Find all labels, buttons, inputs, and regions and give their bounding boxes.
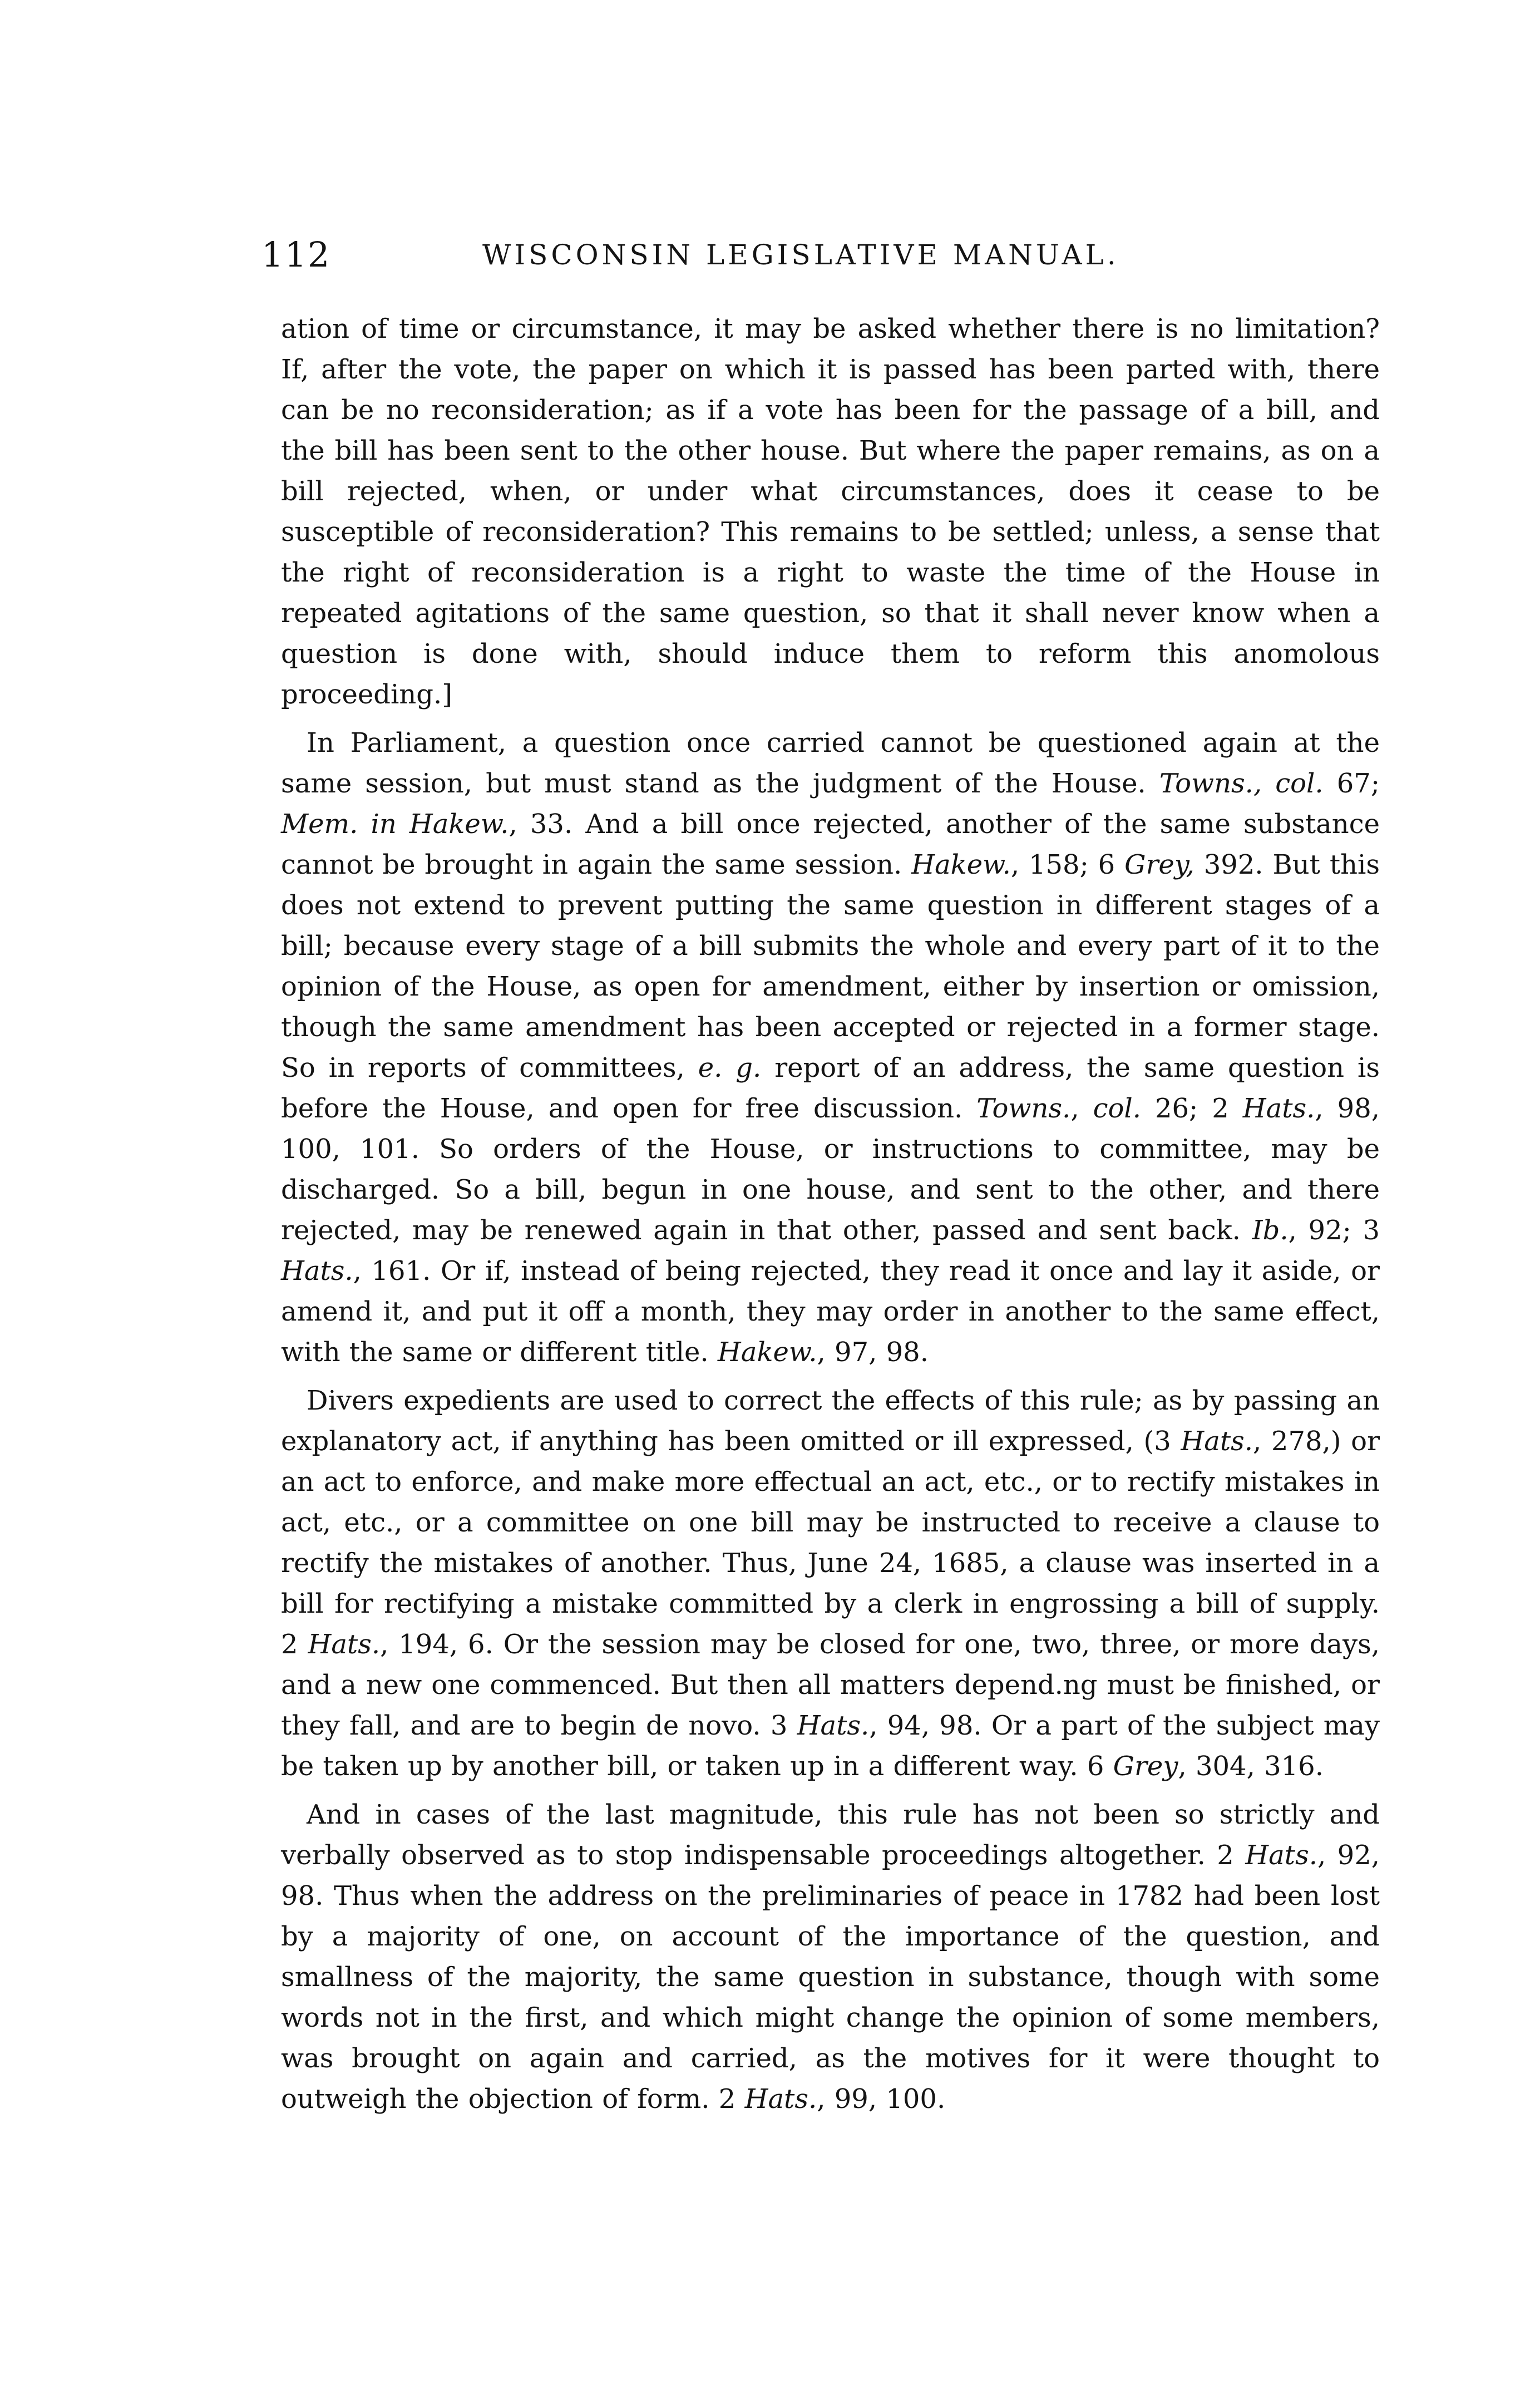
- citation: Hats.: [744, 2083, 817, 2115]
- citation: col.: [1093, 1093, 1141, 1124]
- page-header: [261, 221, 1179, 288]
- body-text: [281, 309, 1380, 2127]
- citation: Hakew.: [911, 849, 1011, 880]
- paragraph-last-magnitude: [281, 1795, 1380, 2120]
- text-run: , 194, 6. Or the session may be closed for one, two, three, or more days, and a new one commenced. But then all matters depend.ng must be finished, or they fall, and are to begin de novo. 3: [281, 1629, 1380, 1741]
- text-run: 26; 2: [1141, 1093, 1243, 1124]
- text-run: , 92, 98. Thus when the address on the preliminaries of peace in 1782 had been lost by a majority of one, on account of the importance of the question, and smallness of the majority, the same question in substance, though with some words not in the first, and which might change the opinion of some members, was brought on again and carried, as the motives for it were thought to outweigh the objection of form. 2: [281, 1840, 1380, 2115]
- text-run: 67;: [1323, 768, 1380, 799]
- citation: Grey,: [1124, 849, 1195, 880]
- citation: Hats.: [797, 1710, 870, 1741]
- running-title: WISCONSIN LEGISLATIVE MANUAL.: [482, 239, 1119, 271]
- text-run: , 278,) or an act to enforce, and make more effectual an act, etc., or to rectify mistakes in act, etc., or a committee on one bill may be instructed to receive a clause to rectify the mistakes of another. Thus, June 24, 1685, a clause was inserted in a bill for rectifying a mistake committed by a clerk in engrossing a bill of supply. 2: [281, 1426, 1380, 1660]
- paragraph-divers-expedients: [281, 1381, 1380, 1787]
- text-run: , 161. Or if, instead of being rejected, they read it once and lay it aside, or amend it, and put it off a month, they may order in another to the same effect, with the same or different title.: [281, 1255, 1380, 1368]
- text-run: , 304, 316.: [1178, 1751, 1324, 1782]
- citation: Hats.: [281, 1255, 353, 1287]
- citation: Ib.: [1252, 1215, 1289, 1246]
- text-run: , 33. And a bill once rejected, another of the same substance cannot be brought in again the same session.: [281, 809, 1380, 880]
- text-run: , 99, 100.: [817, 2083, 946, 2115]
- text-run: report of an address, the same question is before the House, and open for free discussion.: [281, 1052, 1380, 1124]
- citation: Towns.: [976, 1093, 1071, 1124]
- citation: Hats.: [1242, 1093, 1315, 1124]
- text-run: 392. But this does not extend to prevent putting the same question in different stages of a bill; because every stage of a bill submits the whole and every part of it to the opinion of the House, as open for amendment, either by insertion or omission, though the same amendment has been accepted or rejected in a former stage. So in reports of committees,: [281, 849, 1380, 1083]
- paragraph-continuation: [281, 309, 1380, 715]
- text-run: In Parliament, a question once carried cannot be questioned again at the same session, but must stand as the judgment of the House.: [281, 727, 1380, 799]
- citation: Hakew.: [717, 1337, 817, 1368]
- text-run: And in cases of the last magnitude, this rule has not been so strictly and verbally observed as to stop indispensable proceedings altogether. 2: [281, 1799, 1380, 1871]
- text-run: ation of time or circumstance, it may be asked whether there is no limitation? If, after the vote, the paper on which it is passed has been parted with, there can be no reconsideration; as if a vote has been for the passage of a bill, and the bill has been sent to the other house. But where the paper remains, as on a bill rejected, when, or under what circumstances, does it cease to be susceptible of reconsideration? This remains to be settled; unless, a sense that the right of reconsideration is a right to waste the time of the House in repeated agitations of the same question, so that it shall never know when a question is done with, should induce them to reform this anomolous proceeding.]: [281, 313, 1380, 710]
- citation: Grey: [1113, 1751, 1178, 1782]
- text-run: , 97, 98.: [817, 1337, 929, 1368]
- paragraph-parliament: [281, 723, 1380, 1373]
- citation: Hats.: [1181, 1426, 1253, 1457]
- text-run: , 92; 3: [1288, 1215, 1380, 1246]
- text-run: ,: [1070, 1093, 1093, 1124]
- citation: Hats.: [308, 1629, 381, 1660]
- text-run: , 94, 98. Or a part of the subject may be taken up by another bill, or taken up in a different way. 6: [281, 1710, 1380, 1782]
- citation: e. g.: [698, 1052, 762, 1083]
- citation: Towns., col.: [1159, 768, 1324, 799]
- text-run: , 98, 100, 101. So orders of the House, or instructions to committee, may be discharged. So a bill, begun in one house, and sent to the other, and there rejected, may be renewed again in that other, passed and sent back.: [281, 1093, 1380, 1246]
- citation: Mem. in Hakew.: [281, 809, 509, 840]
- page-number: 112: [261, 234, 331, 275]
- text-run: , 158; 6: [1010, 849, 1125, 880]
- citation: Hats.: [1245, 1840, 1317, 1871]
- text-run: Divers expedients are used to correct the effects of this rule; as by passing an explanatory act, if anything has been omitted or ill expressed, (3: [281, 1385, 1380, 1457]
